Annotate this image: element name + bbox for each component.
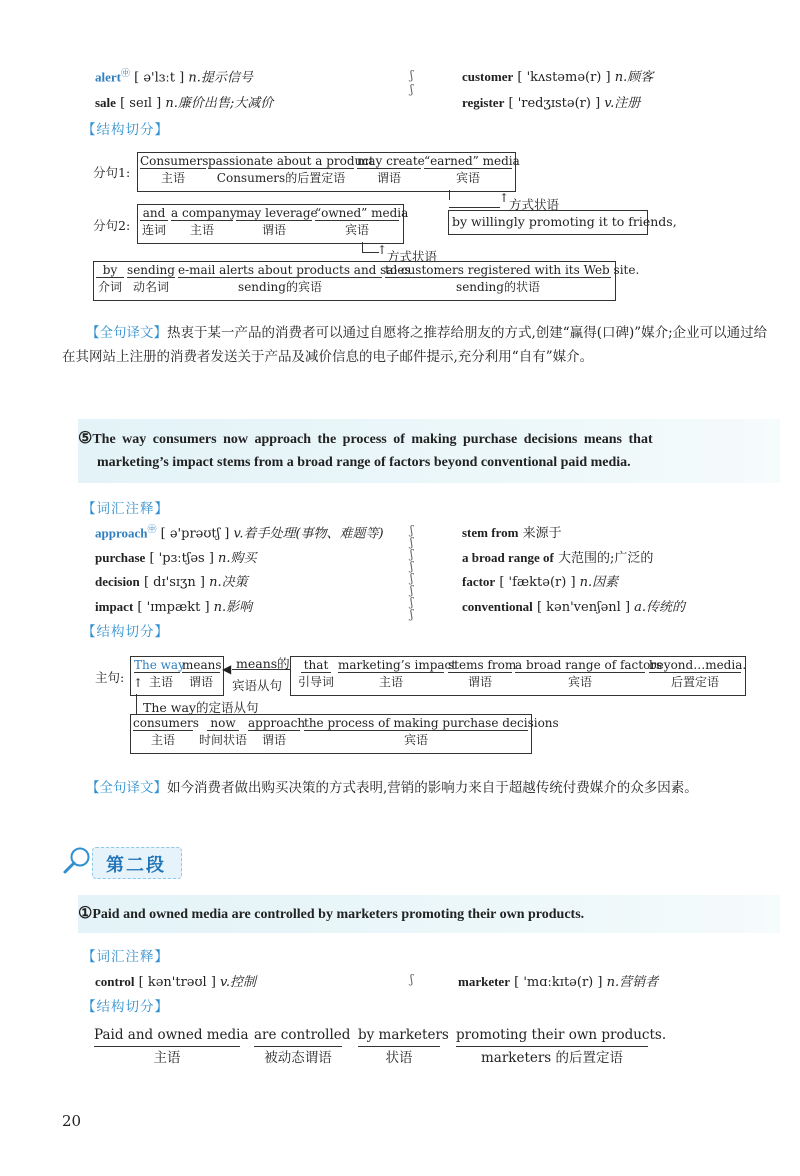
sentence-text: Paid and owned media are controlled by marketers promoting their own products.	[92, 907, 585, 922]
clause-word: may create 谓语	[357, 154, 425, 185]
manner-label: 方式状语	[387, 249, 438, 264]
object-clause-label-top: means的	[236, 656, 290, 671]
clause-word: may leverage 谓语	[236, 206, 318, 237]
section-label-structure: 【结构切分】	[82, 122, 169, 138]
translation-text: 热衷于某一产品的消费者可以通过自愿将之推荐给朋友的方式,创建“赢得(口碑)”媒介;企业可以通过给在其网站上注册的消费者发送关于产品及减价信息的电子邮件提示,充分利用“自有”媒介。	[62, 325, 768, 365]
clause-word: by 介词	[97, 263, 122, 294]
clause-word: and 连词	[141, 206, 166, 237]
section-label-translation: 【全句译文】	[86, 325, 167, 341]
clause-word: sending 动名词	[127, 263, 175, 294]
phonetic: [ kən'venʃənl ]	[536, 600, 631, 615]
section-label-structure: 【结构切分】	[82, 999, 169, 1015]
clause-word: to customers registered with its Web site. sending的状语	[385, 263, 640, 294]
vocab-row	[462, 92, 640, 111]
vocab-row	[95, 596, 252, 615]
definition: n.因素	[579, 575, 619, 590]
phonetic: [ 'fæktə(r) ]	[499, 575, 576, 590]
clause-word: passionate about a product Consumers的后置定语	[208, 154, 374, 185]
clause-label: 分句2:	[93, 218, 131, 233]
definition: n.购买	[218, 551, 257, 566]
headword: marketer	[458, 974, 510, 989]
object-clause-label-bottom: 宾语从句	[232, 678, 283, 693]
clause-word: Consumers 主语	[140, 154, 209, 185]
connector-line	[449, 207, 500, 208]
phonetic: [ 'redʒɪstə(r) ]	[508, 96, 601, 111]
phonetic: [ ə'prəʊtʃ ]	[160, 526, 230, 542]
sentence-text: The way consumers now approach the process of making purchase decisions means that	[92, 432, 653, 447]
vocab-row	[95, 547, 257, 566]
clause-word: are controlled 被动态谓语	[254, 1024, 342, 1069]
definition: n.影响	[213, 600, 253, 615]
clause-word: The way 主语	[134, 658, 185, 689]
definition: v.着手处理(事物、难题等)	[233, 526, 384, 542]
vocab-row	[95, 92, 273, 111]
clause-label: 分句1:	[93, 165, 131, 180]
clause-word: the process of making purchase decisions 宾语	[304, 716, 559, 747]
phonetic: [ 'kʌstəmə(r) ]	[517, 70, 611, 85]
vocab-row	[95, 971, 256, 990]
clause-word: e-mail alerts about products and sales sending的宾语	[178, 263, 411, 294]
definition: v.注册	[604, 96, 641, 111]
translation-paragraph	[62, 321, 780, 369]
sentence-number-icon: ①	[78, 905, 93, 922]
clause-word: that 引导词	[297, 658, 334, 689]
definition: n.提示信号	[188, 70, 253, 86]
manner-label: 方式状语	[509, 197, 560, 212]
phonetic: [ dɪ'sɪʒn ]	[143, 575, 205, 590]
connector-line	[136, 694, 137, 714]
clause-word: by marketers 状语	[358, 1024, 440, 1069]
headword: impact	[95, 599, 134, 614]
definition: n.营销者	[606, 975, 659, 990]
attributive-clause-label: The way的定语从句	[143, 700, 259, 715]
divider-swirl: ʃ ʃ	[410, 68, 414, 96]
definition: n.廉价出售;大减价	[165, 96, 274, 111]
phonetic: [ seɪl ]	[120, 96, 162, 111]
headword: stem from	[462, 525, 519, 540]
vocab-row	[462, 596, 685, 615]
definition: 大范围的;广泛的	[558, 551, 654, 566]
frequency-mark-icon: ㊥	[120, 69, 130, 79]
divider-swirl: ʃ	[410, 972, 414, 986]
sentence-text: marketing’s impact stems from a broad range of factors beyond conventional paid media.	[97, 455, 631, 470]
magnifier-icon	[62, 846, 92, 876]
clause-word: marketing’s impact 主语	[338, 658, 457, 689]
headword: a broad range of	[462, 550, 554, 565]
connector-line	[362, 242, 363, 252]
page-number: 20	[62, 1112, 82, 1130]
clause-word: consumers 主语	[133, 716, 199, 747]
sentence-line	[78, 903, 584, 923]
headword: factor	[462, 574, 496, 589]
clause-word: “earned” media 宾语	[424, 154, 520, 185]
clause-word: “owned” media 宾语	[315, 206, 409, 237]
phonetic: [ 'mɑːkɪtə(r) ]	[514, 975, 603, 990]
headword: sale	[95, 95, 116, 110]
headword: register	[462, 95, 505, 110]
vocab-row	[462, 522, 562, 541]
phonetic: [ 'ɪmpækt ]	[137, 600, 210, 615]
clause-word: promoting their own products. marketers 的后置定语	[456, 1024, 648, 1069]
headword: approach	[95, 525, 148, 541]
phonetic: [ ə'lɜːt ]	[134, 70, 185, 86]
headword: alert	[95, 69, 121, 85]
clause-word: Paid and owned media 主语	[94, 1024, 240, 1069]
clause-word: means 谓语	[182, 658, 222, 689]
clause-word: stems from 谓语	[448, 658, 517, 689]
section-heading-text: 第二段	[106, 855, 166, 876]
section-label-vocab: 【词汇注释】	[82, 501, 169, 517]
vocab-row	[462, 66, 653, 85]
headword: conventional	[462, 599, 533, 614]
up-arrow-icon: ↑	[499, 191, 510, 205]
headword: purchase	[95, 550, 146, 565]
headword: customer	[462, 69, 514, 84]
connector-line	[449, 190, 450, 200]
definition: v.控制	[220, 975, 256, 990]
divider-swirl: ʃ ʃ ʃ ʃ ʃ ʃ ʃ ʃ	[410, 523, 414, 621]
translation-text: 如今消费者做出购买决策的方式表明,营销的影响力来自于超越传统付费媒介的众多因素。	[167, 780, 698, 796]
phonetic: [ 'pɜːtʃəs ]	[149, 551, 214, 566]
clause-word: a company 主语	[171, 206, 237, 237]
section-label-translation: 【全句译文】	[86, 780, 167, 796]
definition: n.顾客	[614, 70, 654, 85]
vocab-row	[462, 571, 618, 590]
sentence-number-icon: ⑤	[78, 430, 93, 447]
vocab-row	[95, 66, 253, 85]
vocab-row	[95, 522, 384, 541]
sentence-line	[97, 455, 631, 471]
headword: decision	[95, 574, 140, 589]
clause-label: 主句:	[95, 670, 125, 685]
left-arrow-icon: ◀	[222, 662, 232, 676]
manner-phrase: by willingly promoting it to friends,	[452, 214, 677, 229]
section-label-structure: 【结构切分】	[82, 624, 169, 640]
up-arrow-icon: ↑	[133, 676, 144, 690]
sentence-line	[78, 428, 653, 448]
vocab-row	[95, 571, 248, 590]
vocab-row	[458, 971, 658, 990]
clause-word: approach 谓语	[248, 716, 306, 747]
definition: 来源于	[522, 526, 562, 541]
definition: n.决策	[209, 575, 248, 590]
frequency-mark-icon: ㊥	[147, 525, 157, 535]
definition: a.传统的	[634, 600, 686, 615]
vocab-row	[462, 547, 653, 566]
up-arrow-icon: ↑	[377, 243, 388, 257]
section-label-vocab: 【词汇注释】	[82, 949, 169, 965]
headword: control	[95, 974, 135, 989]
clause-word: now 时间状语	[198, 716, 247, 747]
clause-word: beyond…media. 后置定语	[649, 658, 747, 689]
translation-paragraph	[62, 776, 780, 800]
clause-word: a broad range of factors 宾语	[515, 658, 663, 689]
phonetic: [ kən'trəʊl ]	[138, 975, 216, 990]
